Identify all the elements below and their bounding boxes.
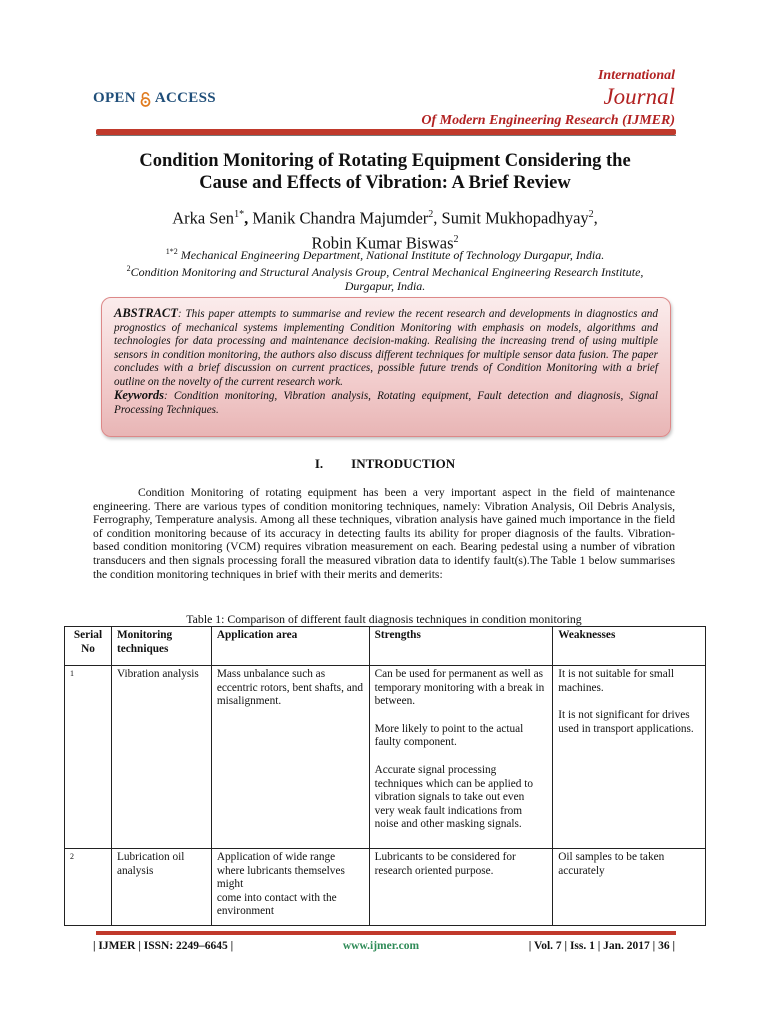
strength-1: Can be used for permanent as well as temporary monitoring with a break in between. [374, 668, 545, 708]
affil-1: Mechanical Engineering Department, National Institute of Technology Durgapur, India. [180, 248, 605, 262]
table-caption: Table 1: Comparison of different fault diagnosis techniques in condition monitoring [186, 612, 582, 626]
strength-4: very weak fault indications from noise and other masking signals. [374, 804, 523, 831]
cell-serial: 1 [65, 666, 112, 849]
section-title: INTRODUCTION [351, 456, 456, 471]
header-application: Application area [211, 627, 369, 666]
author-1-sup: 1* [234, 209, 245, 220]
strength-3: Accurate signal processing techniques which can be applied to vibration signals to take out even [374, 763, 534, 804]
open-label: OPEN [93, 90, 136, 106]
paper-title [90, 150, 680, 194]
cell-technique: Vibration analysis [111, 666, 211, 849]
table-row [65, 666, 706, 849]
table-row [65, 849, 706, 926]
abstract-label: ABSTRACT [114, 306, 178, 320]
weakness-2: It is not significant for drives used in transport applications. [558, 709, 694, 735]
header-serial: Serial No [65, 627, 112, 666]
abstract-box [101, 297, 671, 437]
affiliations [90, 245, 680, 293]
cell-serial: 2 [65, 849, 112, 926]
author-1: Arka Sen [172, 208, 235, 228]
keywords-label: Keywords [114, 388, 164, 402]
journal-subtitle: Of Modern Engineering Research (IJMER) [421, 113, 675, 128]
footer-rule [96, 931, 676, 935]
affil-2-sup: 2 [126, 264, 131, 273]
journal-name: Journal [603, 84, 675, 109]
header-monitoring: Monitoring techniques [111, 627, 211, 666]
title-line-2: Cause and Effects of Vibration: A Brief Review [199, 173, 571, 193]
journal-international: International [597, 68, 675, 83]
cell-application: Mass unbalance such as eccentric rotors, bent shafts, and misalignment. [211, 666, 369, 849]
journal-masthead [421, 68, 675, 130]
cell-weaknesses: Oil samples to be taken accurately [553, 849, 706, 926]
weakness-1: It is not suitable for small machines. [558, 668, 674, 694]
section-heading [90, 456, 680, 472]
author-4-sup: 2 [453, 233, 459, 245]
footer-volume: | Vol. 7 | Iss. 1 | Jan. 2017 | 36 | [528, 940, 675, 952]
page-footer [93, 940, 675, 952]
affil-1-sup: 1*2 [165, 247, 178, 256]
author-2: Manik Chandra Majumder [252, 208, 429, 228]
application-line-1: Application of wide range where lubricants themselves might [216, 851, 345, 891]
header-strengths: Strengths [369, 627, 553, 666]
open-access-logo [93, 90, 216, 107]
author-list: Arka Sen$^{1*}$, Manik Chandra Majumder$^2$, Sumit Mukhopadhyay$^2$, Robin Kumar Biswas$^2$ [172, 208, 598, 252]
cell-strengths [369, 666, 553, 849]
table-header-row [65, 627, 706, 666]
affil-2: Condition Monitoring and Structural Analysis Group, Central Mechanical Engineering Research Institute, [130, 265, 644, 279]
author-3-sup: 2 [588, 209, 594, 220]
cell-application [211, 849, 369, 926]
section-number: I. [314, 456, 324, 471]
footer-issn: | IJMER | ISSN: 2249–6645 | [93, 940, 234, 952]
cell-strengths: Lubricants to be considered for research oriented purpose. [369, 849, 553, 926]
cell-weaknesses [553, 666, 706, 849]
strength-2: More likely to point to the actual faulty component. [374, 722, 524, 749]
author-2-sup: 2 [428, 209, 434, 220]
application-line-2: come into contact with the environment [216, 891, 337, 918]
footer-website-link[interactable]: www.ijmer.com [342, 940, 420, 952]
title-line-1: Condition Monitoring of Rotating Equipment Considering the [139, 151, 631, 171]
open-lock-icon [140, 92, 151, 106]
header-weaknesses: Weaknesses [553, 627, 706, 666]
cell-technique: Lubrication oil analysis [111, 849, 211, 926]
affil-2b: Durgapur, India. [344, 279, 426, 293]
author-4: Robin Kumar Biswas [311, 233, 454, 252]
intro-paragraph: Condition Monitoring of rotating equipment has been a very important aspect in the field of maintenance engineering. There are various types of condition monitoring techniques, namely: Vibration Analysis, Oil Debris Analysis, Ferrography, Temperature analysis. Among all these techniques, vibration analysis have gained much importance in the field of condition monitoring because of its accuracy in detecting faults its ability for proper diagnosis of the faults. Vibration-based condition monitoring (VCM) requires vibration measurement on each. Bearing pedestal using a number of vibration transducers and then signals processing forall the measured vibration data to identify fault(s).The Table 1 below summarises the condition monitoring techniques in brief with their merits and demerits: [93, 486, 675, 581]
keywords-text: : Condition monitoring, Vibration analysis, Rotating equipment, Fault detection and diagnosis, Signal Processing Techniques. [114, 390, 658, 416]
abstract-text: : This paper attempts to summarise and review the recent research and developments in diagnostics and prognostics of mechanical systems implementing Condition Monitoring with emphasis on models, algorithms and technologies for data processing and maintenance decision-making. Realising the increasing trend of using multiple sensors in condition monitoring, the authors also discuss different techniques for multiple sensor data fusion. The paper concludes with a brief discussion on current practices, possible future trends of Condition Monitoring with a brief outline on the novelty of the current research work. [114, 308, 658, 388]
comparison-table [64, 626, 706, 926]
access-label: ACCESS [154, 90, 216, 106]
author-3: Sumit Mukhopadhyay [441, 208, 589, 228]
header-rule-thin [96, 135, 676, 136]
